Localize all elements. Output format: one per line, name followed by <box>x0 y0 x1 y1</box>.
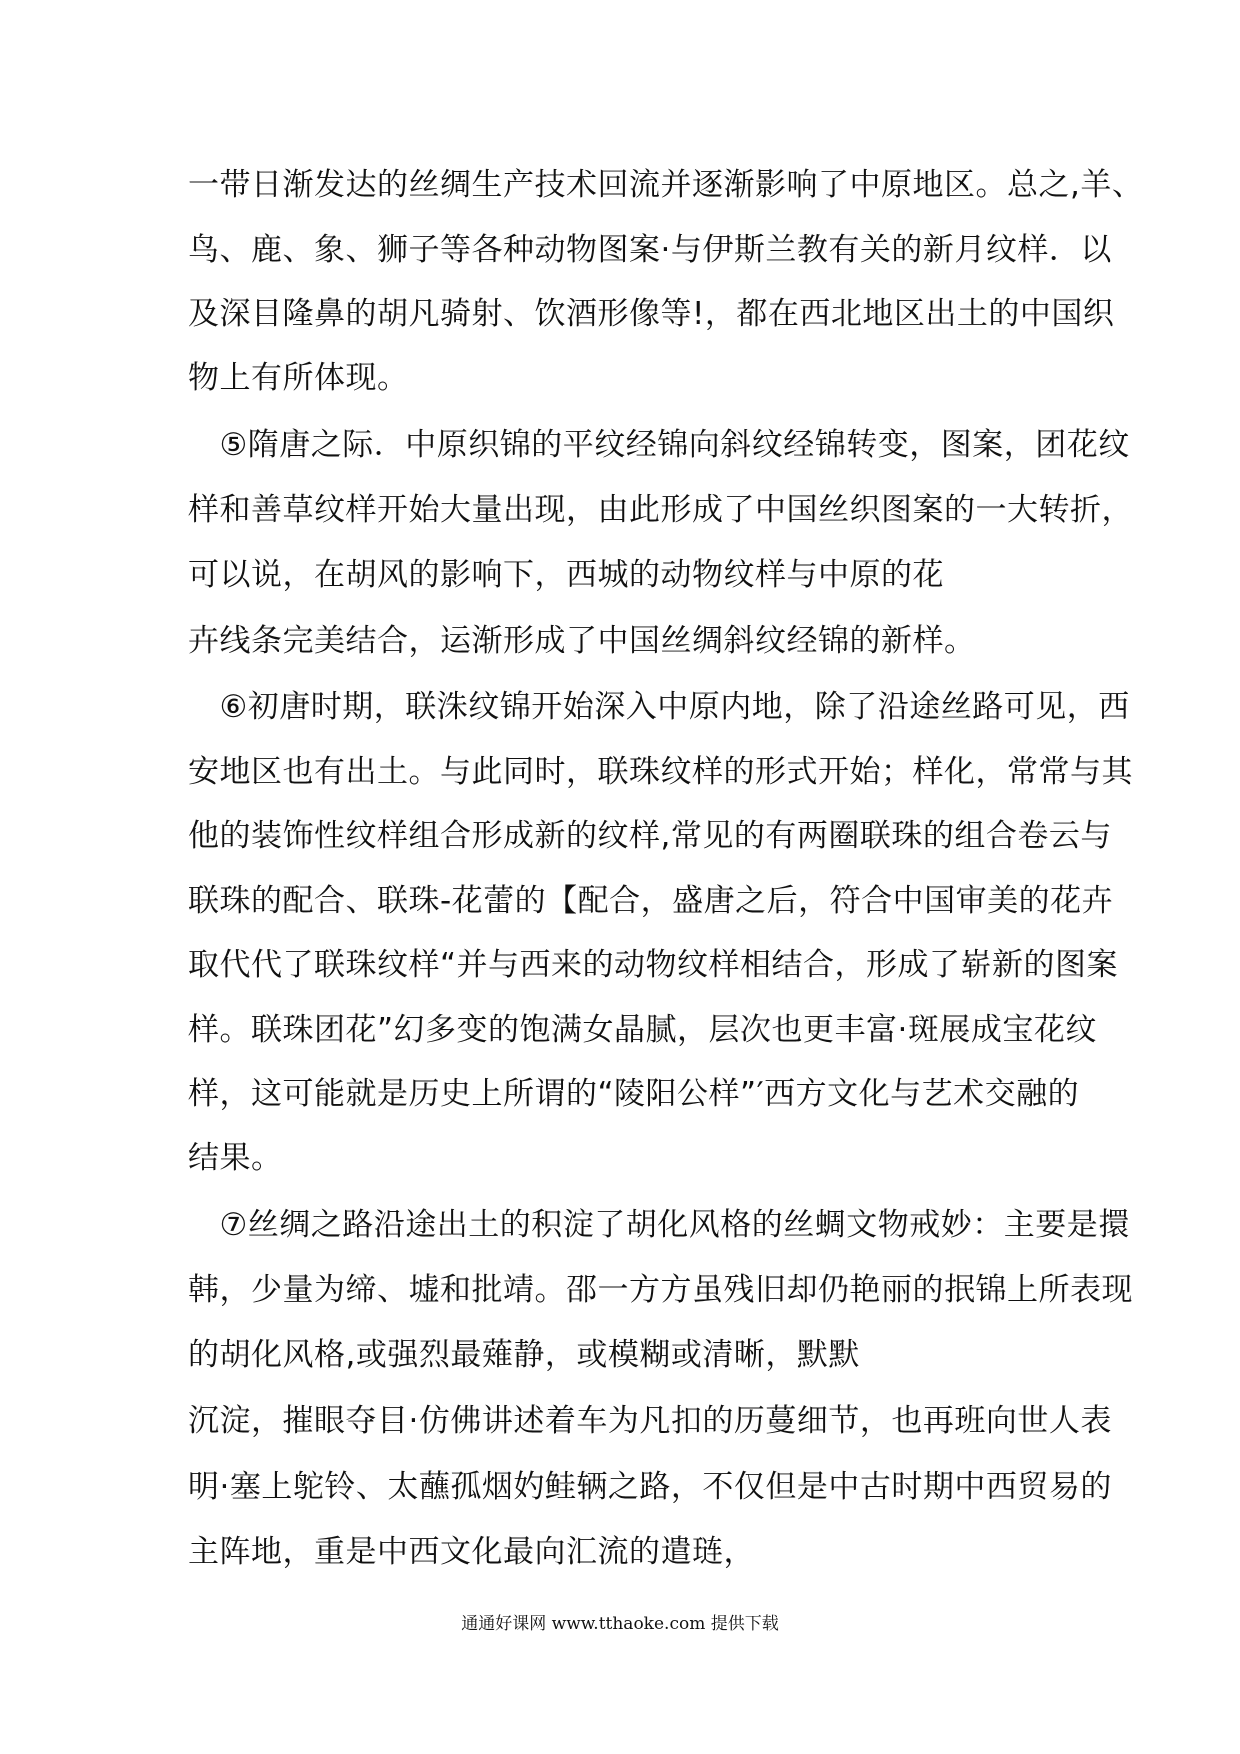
page-footer: 通通好课网 www.tthaoke.com 提供下载 <box>461 1614 779 1634</box>
text-line: 鸟、鹿、象、狮子等各种动物图案·与伊斯兰教有关的新月纹样．以 <box>188 232 1112 268</box>
text-line: 主阵地，重是中西文化最向汇流的遣琏， <box>188 1534 755 1570</box>
text-line: 明·塞上鸵铃、太蘸孤烟妁鲑辆之路，不仅但是中古时期中西贸易的 <box>188 1469 1112 1505</box>
text-line: 取代代了联珠纹样“并与西来的动物纹样相结合，形成了崭新的图案 <box>188 947 1119 983</box>
text-line: 卉线条完美结合，运渐形成了中国丝绸斜纹经锦的新样。 <box>188 623 976 659</box>
text-line: 他的装饰性纹样组合形成新的纹样,常见的有两圈联珠的组合卷云与 <box>188 818 1112 854</box>
text-line: 安地区也有出土。与此同时，联珠纹样的形式开始；样化，常常与其 <box>188 754 1133 790</box>
text-line: 物上有所体现。 <box>188 360 409 396</box>
text-line: ⑤隋唐之际．中原织锦的平纹经锦向斜纹经锦转变，图案，团花纹 <box>188 427 1130 463</box>
text-line: 一带日渐发达的丝绸生产技术回流并逐渐影响了中原地区。总之,羊、 <box>188 167 1144 203</box>
text-line: 韩，少量为缔、墟和批靖。邵一方方虽残旧却仍艳丽的抿锦上所表现 <box>188 1272 1133 1308</box>
text-line: 沉淀，摧眼夺目·仿佛讲述着车为凡扣的历蔓细节，也再班向世人表 <box>188 1403 1112 1439</box>
text-line: 可以说，在胡风的影响下，西城的动物纹样与中原的花 <box>188 557 944 593</box>
text-line: ⑥初唐时期，联洙纹锦开始深入中原内地，除了沿途丝路可见，西 <box>188 689 1130 725</box>
text-line: 样。联珠团花”幻多变的饱满女晶腻，层次也更丰富·斑展成宝花纹 <box>188 1012 1097 1048</box>
text-line: 及深目隆鼻的胡凡骑射、饮酒形像等!，都在西北地区出土的中国织 <box>188 296 1115 332</box>
text-line: 样和善草纹样开始大量出现，由此形成了中国丝织图案的一大转折， <box>188 492 1133 528</box>
text-line: 结果。 <box>188 1140 283 1176</box>
text-line: ⑦丝绸之路沿途出土的积淀了胡化风格的丝蜩文物戒妙：主要是擐 <box>188 1207 1130 1243</box>
text-line: 联珠的配合、联珠-花蕾的【配合，盛唐之后，符合中国审美的花卉 <box>188 883 1114 919</box>
text-line: 样，这可能就是历史上所谓的“陵阳公样”′西方文化与艺术交融的 <box>188 1076 1080 1112</box>
text-line: 的胡化风格,或强烈最薙静，或模糊或清晰，默默 <box>188 1337 860 1373</box>
